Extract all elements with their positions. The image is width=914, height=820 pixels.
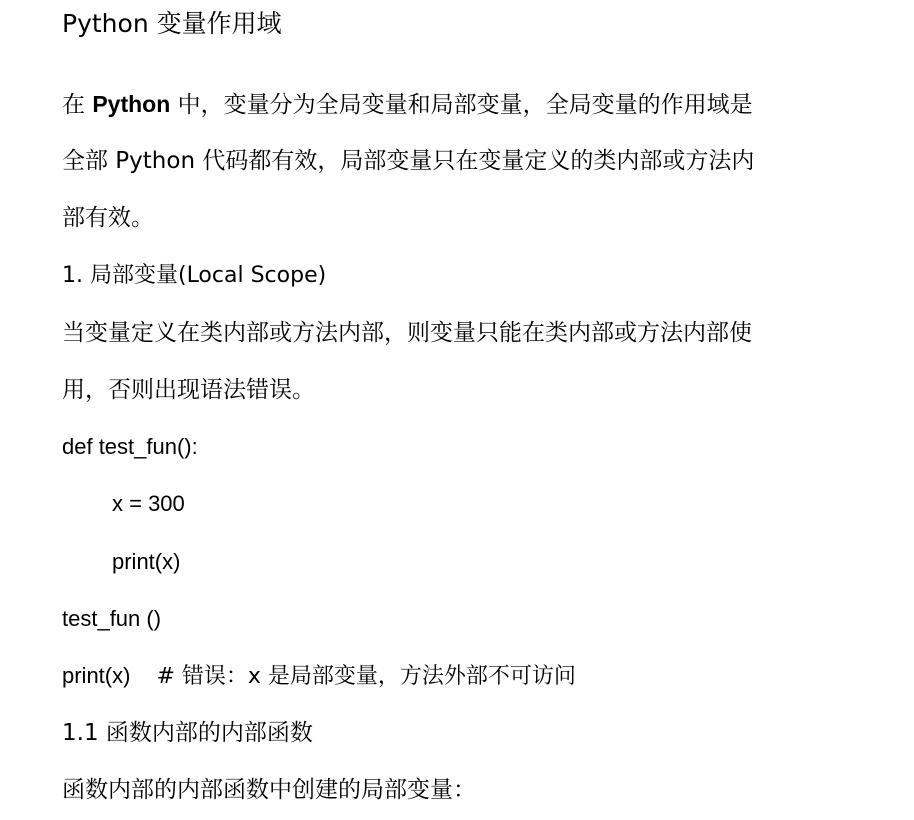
code-line-def: def test_fun(): — [62, 434, 198, 459]
local-scope-description-line-1: 当变量定义在类内部或方法内部，则变量只能在类内部或方法内部使 — [62, 320, 752, 346]
local-scope-description-line-2: 用，否则出现语法错误。 — [62, 377, 315, 403]
intro-python-keyword: Python — [92, 91, 171, 117]
code-line-call: test_fun () — [62, 606, 162, 631]
intro-paragraph-line-3: 部有效。 — [62, 205, 154, 231]
code-print-outer: print(x) — [62, 663, 131, 688]
intro-paragraph-line-2: 全部 Python 代码都有效，局部变量只在变量定义的类内部或方法内 — [62, 148, 755, 174]
code-line-print-outer — [62, 661, 576, 691]
code-comment: # 错误：x 是局部变量，方法外部不可访问 — [156, 664, 576, 689]
page-title: Python 变量作用域 — [62, 9, 282, 38]
code-line-assign: x = 300 — [112, 491, 185, 516]
code-line-print-inner: print(x) — [112, 549, 181, 574]
intro-paragraph-line-1 — [62, 89, 753, 119]
intro-line-1-prefix: 在 — [62, 92, 93, 118]
section-heading-inner-function: 1.1 函数内部的内部函数 — [62, 720, 313, 746]
inner-function-description: 函数内部的内部函数中创建的局部变量： — [62, 777, 476, 803]
intro-line-1-suffix: 中，变量分为全局变量和局部变量，全局变量的作用域是 — [170, 92, 753, 118]
section-heading-local-scope: 1. 局部变量(Local Scope) — [62, 263, 327, 288]
